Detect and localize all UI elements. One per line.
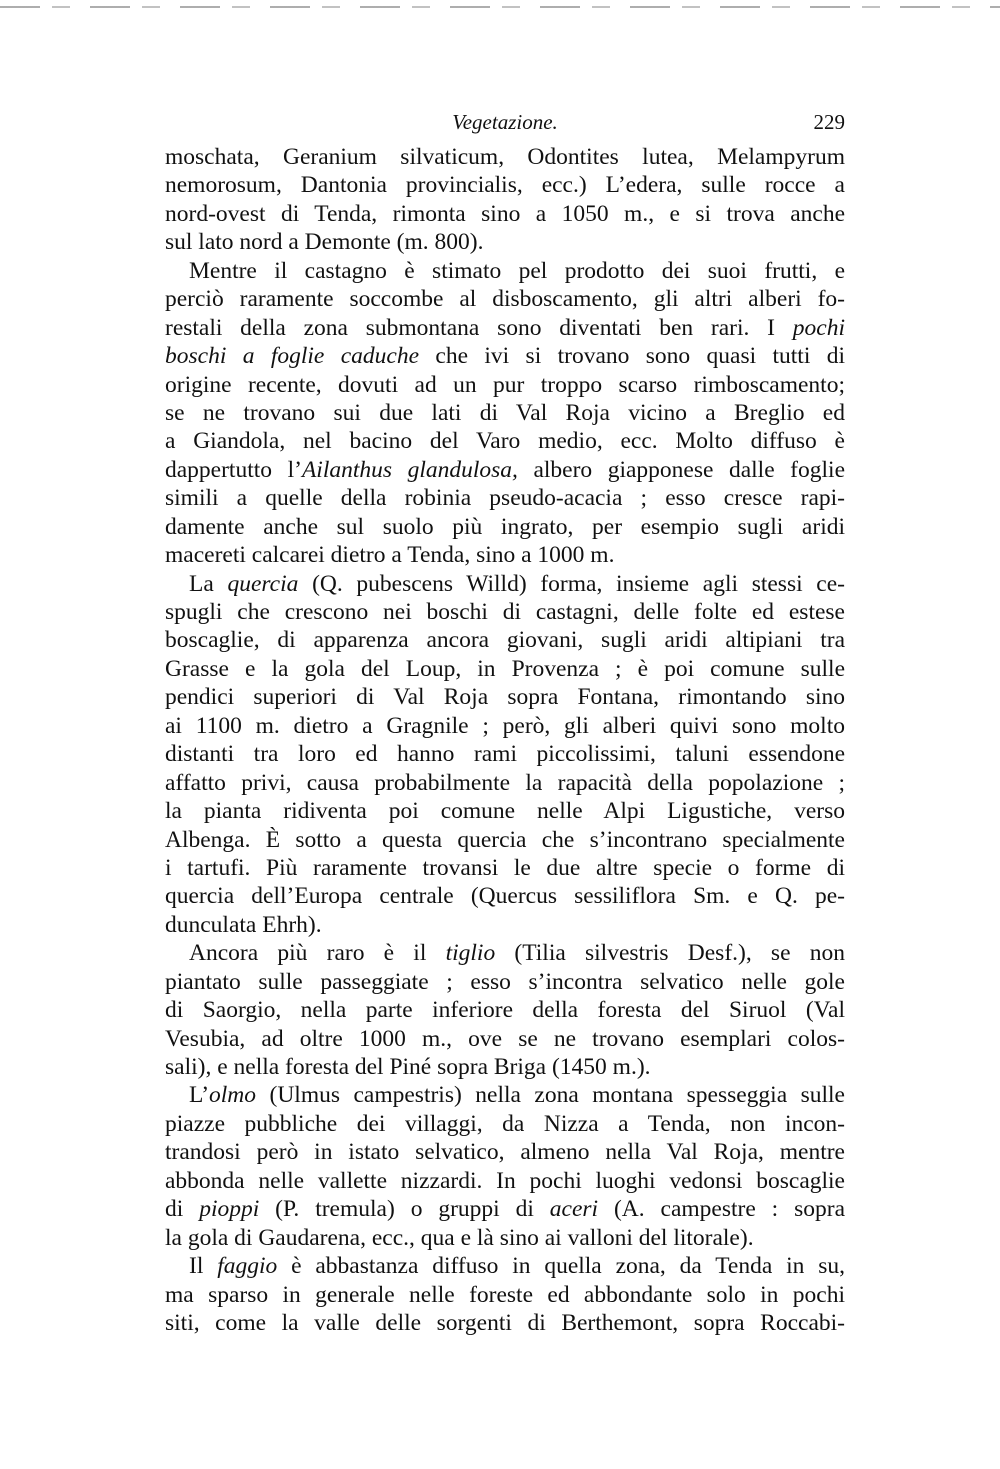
- text-segment: a Giandola, nel bacino del Varo medio, ecc. Molto diffuso è: [165, 428, 845, 455]
- text-line: [165, 1053, 845, 1081]
- text-line: [165, 712, 845, 740]
- text-segment: perciò raramente soccombe al disboscamento, gli altri alberi fo-: [165, 286, 845, 313]
- text-line: [165, 285, 845, 313]
- italic-term: Ailanthus glandulosa,: [301, 456, 518, 483]
- italic-term: faggio: [217, 1253, 278, 1280]
- text-segment: spugli che crescono nei boschi di castagni, delle folte ed estese: [165, 599, 845, 625]
- text-segment: Ancora più raro è il: [189, 940, 446, 967]
- text-segment: è abbastanza diffuso in quella zona, da Tenda in su,: [277, 1253, 845, 1280]
- text-segment: origine recente, dovuti ad un pur troppo scarso rimboscamento;: [165, 371, 845, 398]
- text-segment: Albenga. È sotto a questa quercia che s’incontrano specialmente: [165, 826, 845, 853]
- text-segment: nemorosum, Dantonia provincialis, ecc.) L’edera, sulle rocce a: [165, 172, 845, 199]
- text-segment: sali), e nella foresta del Piné sopra Briga (1450 m.).: [165, 1054, 651, 1080]
- text-segment: i tartufi. Più raramente trovansi le due altre specie o forme di: [165, 854, 845, 881]
- text-segment: Grasse e la gola del Loup, in Provenza ; è poi comune sulle: [165, 655, 845, 682]
- text-line: [165, 655, 845, 683]
- text-line: [165, 882, 845, 910]
- text-segment: di Saorgio, nella parte inferiore della foresta del Siruol (Val: [165, 997, 845, 1024]
- text-line: [165, 996, 845, 1024]
- text-segment: simili a quelle della robinia pseudo-acacia ; esso cresce rapi-: [165, 485, 845, 512]
- italic-term: boschi a foglie caduche: [165, 343, 420, 370]
- text-segment: piazze pubbliche dei villaggi, da Nizza a Tenda, non incon-: [165, 1110, 845, 1137]
- text-line: [165, 1110, 845, 1138]
- text-segment: ai 1100 m. dietro a Gragnile ; però, gli alberi quivi sono molto: [165, 712, 845, 739]
- text-line: [165, 1281, 845, 1309]
- text-segment: siti, come la valle delle sorgenti di Berthemont, sopra Roccabi-: [165, 1309, 845, 1336]
- text-line: [165, 1252, 845, 1280]
- text-line: [165, 541, 845, 569]
- italic-term: olmo: [209, 1082, 257, 1109]
- text-line: [165, 911, 845, 939]
- text-line: [165, 1195, 845, 1223]
- text-line: [165, 939, 845, 967]
- text-line: [165, 797, 845, 825]
- text-segment: boscaglie, di apparenza ancora giovani, sugli aridi altipiani tra: [165, 627, 845, 654]
- text-line: [165, 1167, 845, 1195]
- text-segment: (A. campestre : sopra: [598, 1196, 846, 1223]
- italic-term: pochi: [792, 314, 845, 341]
- text-line: [165, 968, 845, 996]
- text-segment: di: [165, 1196, 200, 1223]
- text-line: [165, 171, 845, 199]
- text-segment: L’: [189, 1082, 210, 1109]
- text-segment: damente anche sul suolo più ingrato, per esempio sugli aridi: [165, 513, 845, 540]
- text-line: [165, 143, 845, 171]
- text-segment: La: [189, 570, 228, 597]
- text-line: [165, 200, 845, 228]
- text-line: [165, 228, 845, 256]
- text-segment: (Ulmus campestris) nella zona montana spesseggia sulle: [256, 1082, 845, 1109]
- text-segment: sul lato nord a Demonte (m. 800).: [165, 229, 484, 256]
- text-segment: piantato sulle passeggiate ; esso s’incontra selvatico nelle gole: [165, 968, 845, 995]
- text-segment: ma sparso in generale nelle foreste ed abbondante solo in pochi: [165, 1281, 845, 1308]
- text-line: [165, 1224, 845, 1252]
- text-line: [165, 484, 845, 512]
- text-line: [165, 427, 845, 455]
- text-line: [165, 456, 845, 484]
- text-line: [165, 683, 845, 711]
- text-line: [165, 854, 845, 882]
- text-line: [165, 314, 845, 342]
- text-segment: trandosi però in istato selvatico, almeno nella Val Roja, mentre: [165, 1139, 845, 1166]
- text-segment: pendici superiori di Val Roja sopra Fontana, rimontando sino: [165, 684, 845, 711]
- text-segment: Vesubia, ad oltre 1000 m., ove se ne trovano esemplari colos-: [165, 1025, 845, 1052]
- text-segment: nord-ovest di Tenda, rimonta sino a 1050 m., e si trova anche: [165, 200, 845, 227]
- text-line: [165, 342, 845, 370]
- text-line: [165, 740, 845, 768]
- text-segment: (Q. pubescens Willd) forma, insieme agli stessi ce-: [298, 570, 845, 597]
- text-line: [165, 1025, 845, 1053]
- text-segment: Il: [189, 1253, 218, 1280]
- body-text: [165, 143, 845, 1337]
- text-line: [165, 626, 845, 654]
- italic-term: aceri: [549, 1196, 599, 1223]
- text-segment: dunculata Ehrh).: [165, 911, 322, 938]
- text-line: [165, 826, 845, 854]
- text-line: [165, 769, 845, 797]
- text-line: [165, 399, 845, 427]
- text-segment: distanti tra loro ed hanno rami piccolissimi, taluni essendone: [165, 741, 845, 768]
- text-segment: Mentre il castagno è stimato pel prodotto dei suoi frutti, e: [189, 257, 845, 284]
- text-segment: (Tilia silvestris Desf.), se non: [495, 940, 845, 967]
- text-segment: dappertutto l’: [165, 456, 302, 483]
- text-line: [165, 513, 845, 541]
- text-segment: la gola di Gaudarena, ecc., qua e là sino ai valloni del litorale).: [165, 1224, 754, 1251]
- page-number: 229: [813, 110, 845, 134]
- text-line: [165, 371, 845, 399]
- text-segment: restali della zona submontana sono diventati ben rari. I: [165, 314, 793, 341]
- text-segment: quercia dell’Europa centrale (Quercus sessiliflora Sm. e Q. pe-: [165, 883, 845, 910]
- text-segment: se ne trovano sui due lati di Val Roja vicino a Breglio ed: [165, 399, 845, 426]
- text-segment: (P. tremula) o gruppi di: [259, 1196, 550, 1223]
- running-title: Vegetazione.: [452, 110, 558, 134]
- italic-term: quercia: [227, 570, 299, 597]
- text-line: [165, 1081, 845, 1109]
- italic-term: pioppi: [199, 1196, 260, 1223]
- italic-term: tiglio: [445, 940, 496, 967]
- text-line: [165, 570, 845, 598]
- text-segment: affatto privi, causa probabilmente la rapacità della popolazione ;: [165, 769, 845, 796]
- text-segment: macereti calcarei dietro a Tenda, sino a 1000 m.: [165, 542, 615, 569]
- text-segment: moschata, Geranium silvaticum, Odontites lutea, Melampyrum: [165, 144, 845, 170]
- page-header: [165, 110, 845, 138]
- text-line: [165, 598, 845, 626]
- text-line: [165, 1138, 845, 1166]
- text-segment: albero giapponese dalle foglie: [517, 456, 845, 483]
- text-line: [165, 1309, 845, 1337]
- text-segment: la pianta ridiventa poi comune nelle Alpi Ligustiche, verso: [165, 798, 845, 825]
- scan-artifact: [0, 6, 1000, 8]
- text-segment: che ivi si trovano sono quasi tutti di: [419, 343, 845, 370]
- text-line: [165, 257, 845, 285]
- text-segment: abbonda nelle vallette nizzardi. In pochi luoghi vedonsi boscaglie: [165, 1167, 845, 1194]
